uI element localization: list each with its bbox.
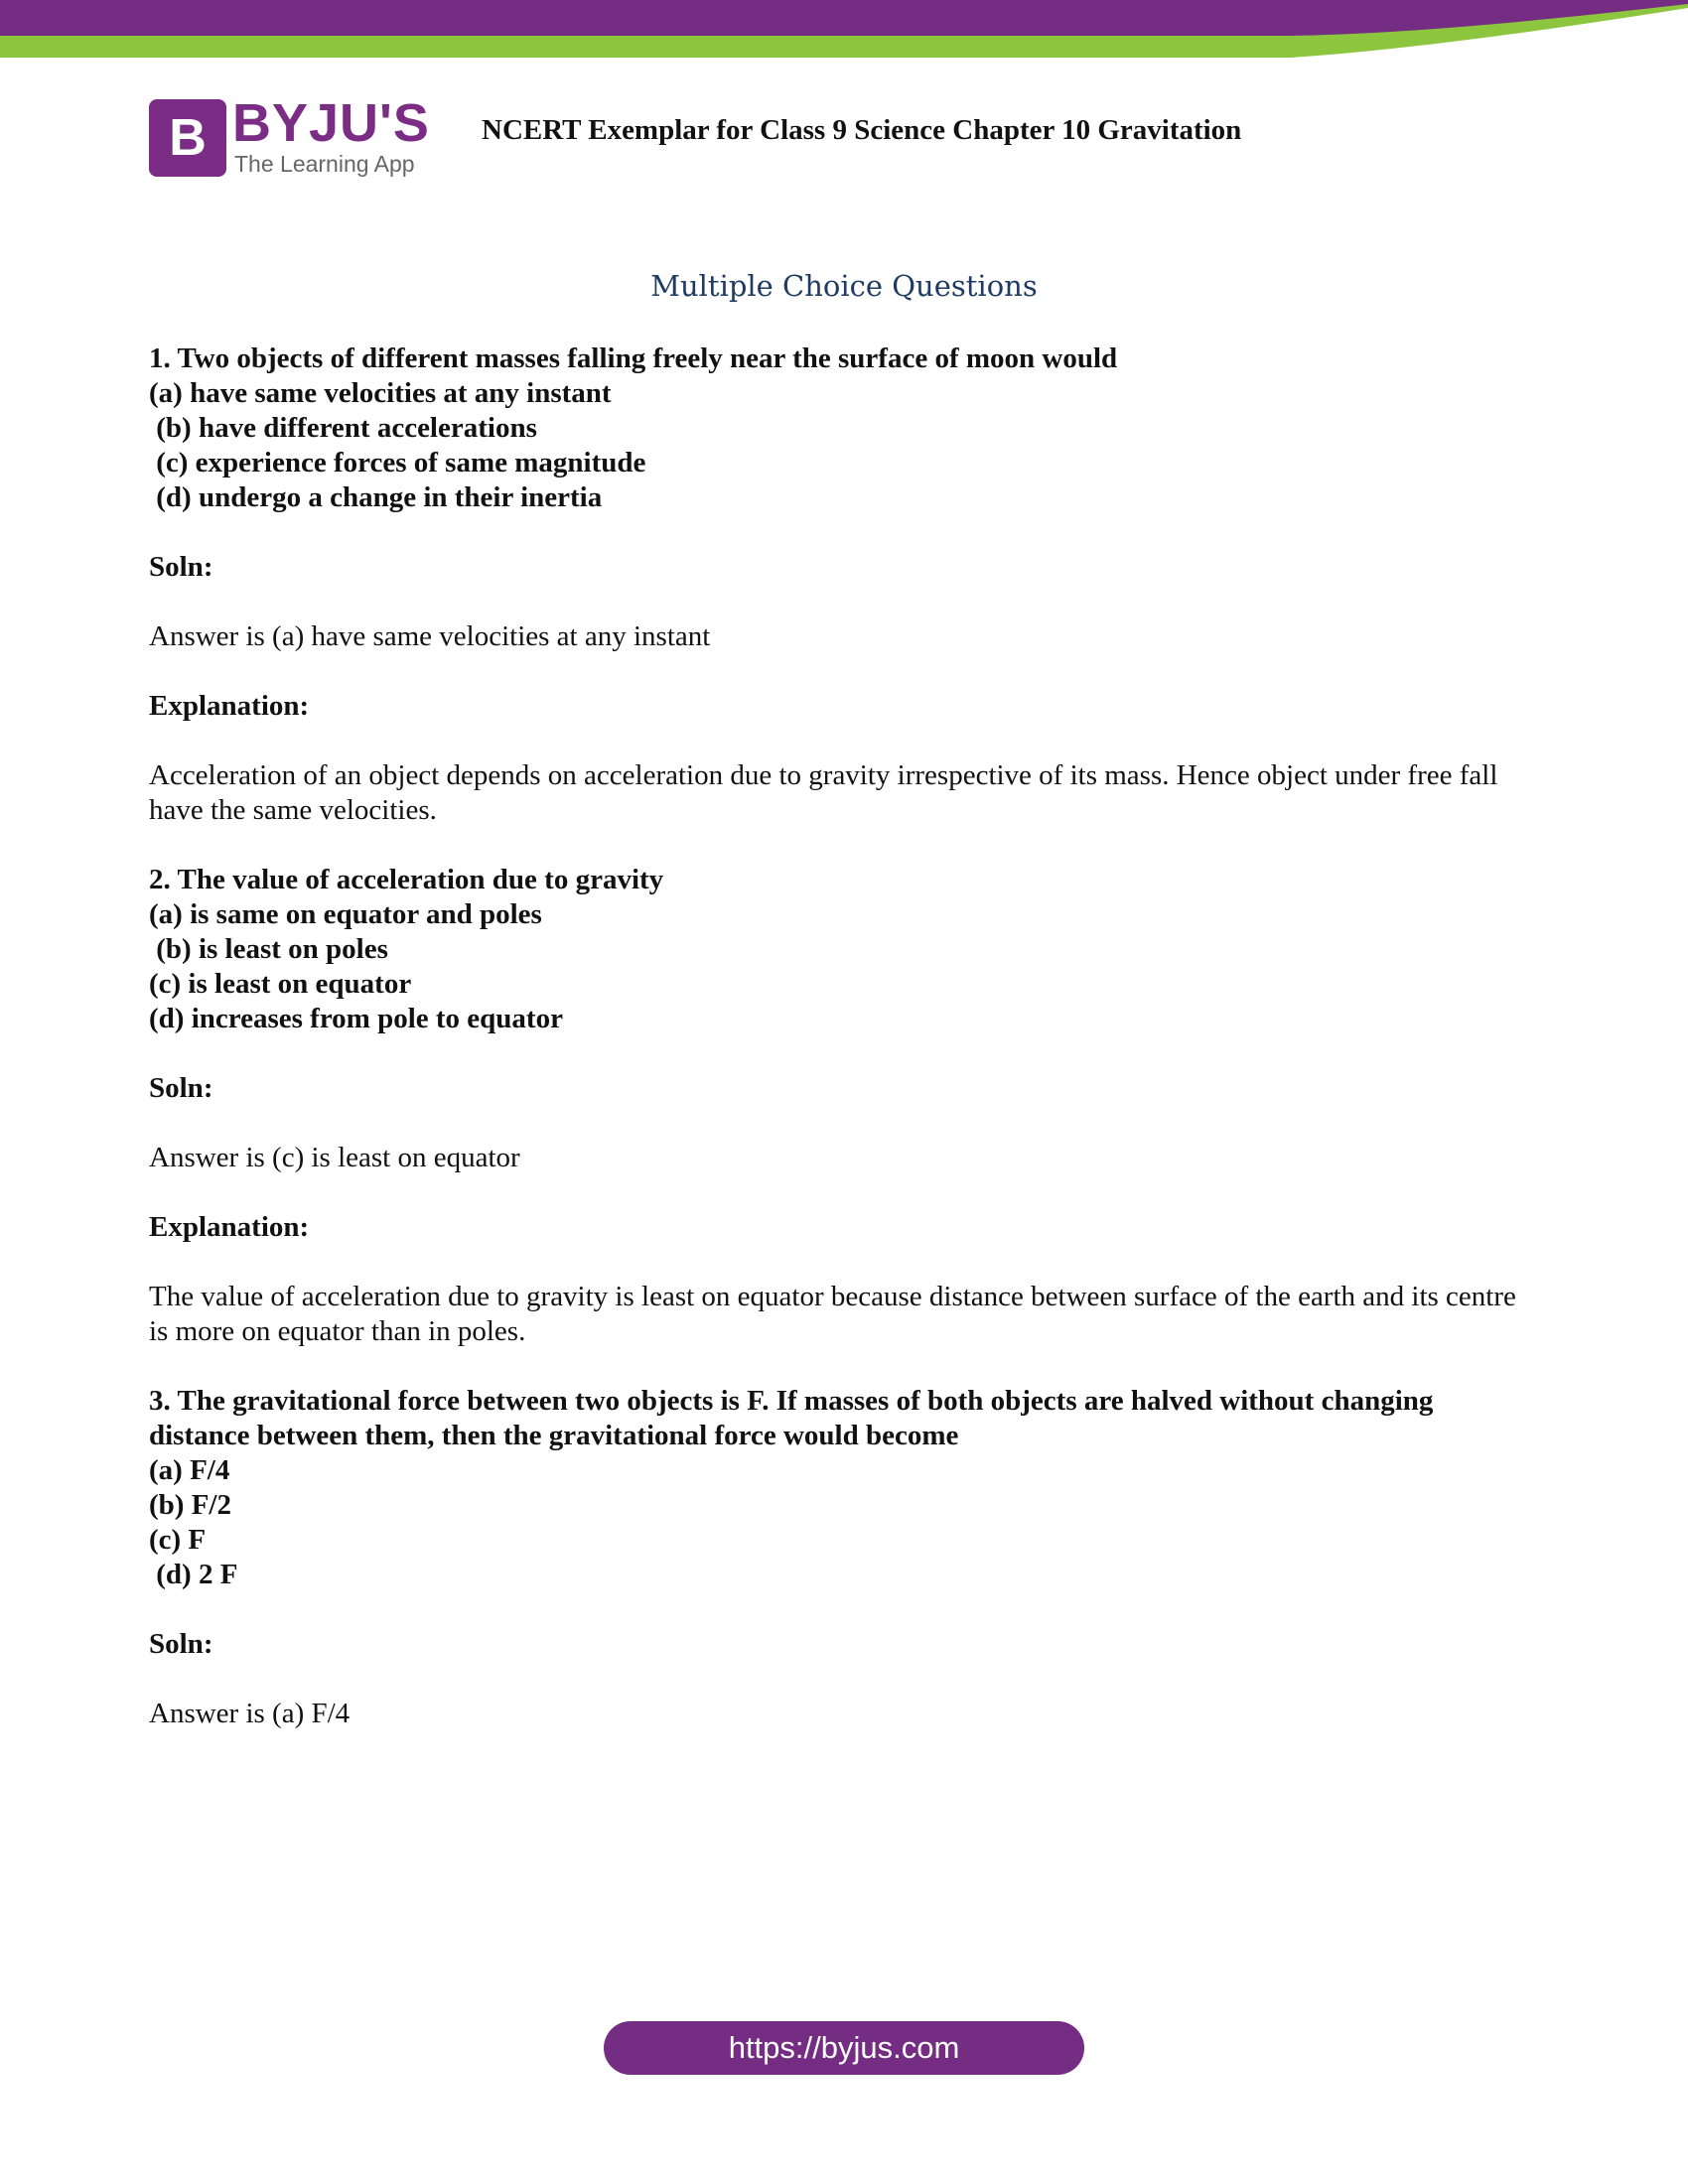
q1-answer: Answer is (a) have same velocities at any instant — [149, 620, 711, 652]
q1-explanation: Acceleration of an object depends on acceleration due to gravity irrespective of its mass. Hence object under free fall have the same velocities. — [149, 759, 1498, 826]
q2-explanation-label: Explanation: — [149, 1211, 310, 1243]
footer-url-link[interactable]: https://byjus.com — [728, 2030, 960, 2065]
question-3: 3. The gravitational force between two objects is F. If masses of both objects are halved without changing distance between them, then the gravitational force would become — [149, 1385, 1434, 1451]
q2-option-c: (c) is least on equator — [149, 968, 412, 1000]
section-title: Multiple Choice Questions — [650, 269, 1038, 303]
footer-url-badge[interactable] — [604, 2021, 1084, 2075]
question-2: 2. The value of acceleration due to gravity — [149, 864, 664, 895]
q2-soln-label: Soln: — [149, 1072, 213, 1104]
q3-answer: Answer is (a) F/4 — [149, 1698, 351, 1729]
q1-option-c: (c) experience forces of same magnitude — [149, 447, 646, 478]
question-1: 1. Two objects of different masses falling freely near the surface of moon would — [149, 342, 1118, 374]
q1-option-d: (d) undergo a change in their inertia — [149, 481, 603, 513]
q3-soln-label: Soln: — [149, 1628, 213, 1660]
brand-tagline: The Learning App — [234, 151, 415, 177]
q2-option-b: (b) is least on poles — [149, 933, 388, 965]
q1-soln-label: Soln: — [149, 551, 213, 583]
q1-option-a: (a) have same velocities at any instant — [149, 377, 612, 409]
q3-option-b: (b) F/2 — [149, 1489, 231, 1521]
q1-option-b: (b) have different accelerations — [149, 412, 537, 444]
q2-option-d: (d) increases from pole to equator — [149, 1003, 563, 1034]
top-decorative-band — [0, 0, 1688, 60]
q2-explanation: The value of acceleration due to gravity is least on equator because distance between surface of the earth and its centre is more on equator than in poles. — [149, 1281, 1516, 1347]
q3-option-d: (d) 2 F — [149, 1559, 238, 1590]
q2-option-a: (a) is same on equator and poles — [149, 898, 542, 930]
logo-b-icon: B — [149, 99, 226, 177]
q3-option-a: (a) F/4 — [149, 1454, 230, 1486]
page-header — [149, 95, 1539, 185]
document-title: NCERT Exemplar for Class 9 Science Chapter 10 Gravitation — [482, 114, 1242, 146]
q1-explanation-label: Explanation: — [149, 690, 310, 722]
q2-answer: Answer is (c) is least on equator — [149, 1142, 520, 1173]
brand-name: BYJU'S — [232, 93, 430, 153]
document-body — [149, 341, 1539, 1731]
byjus-logo — [149, 95, 437, 185]
q3-option-c: (c) F — [149, 1524, 207, 1556]
